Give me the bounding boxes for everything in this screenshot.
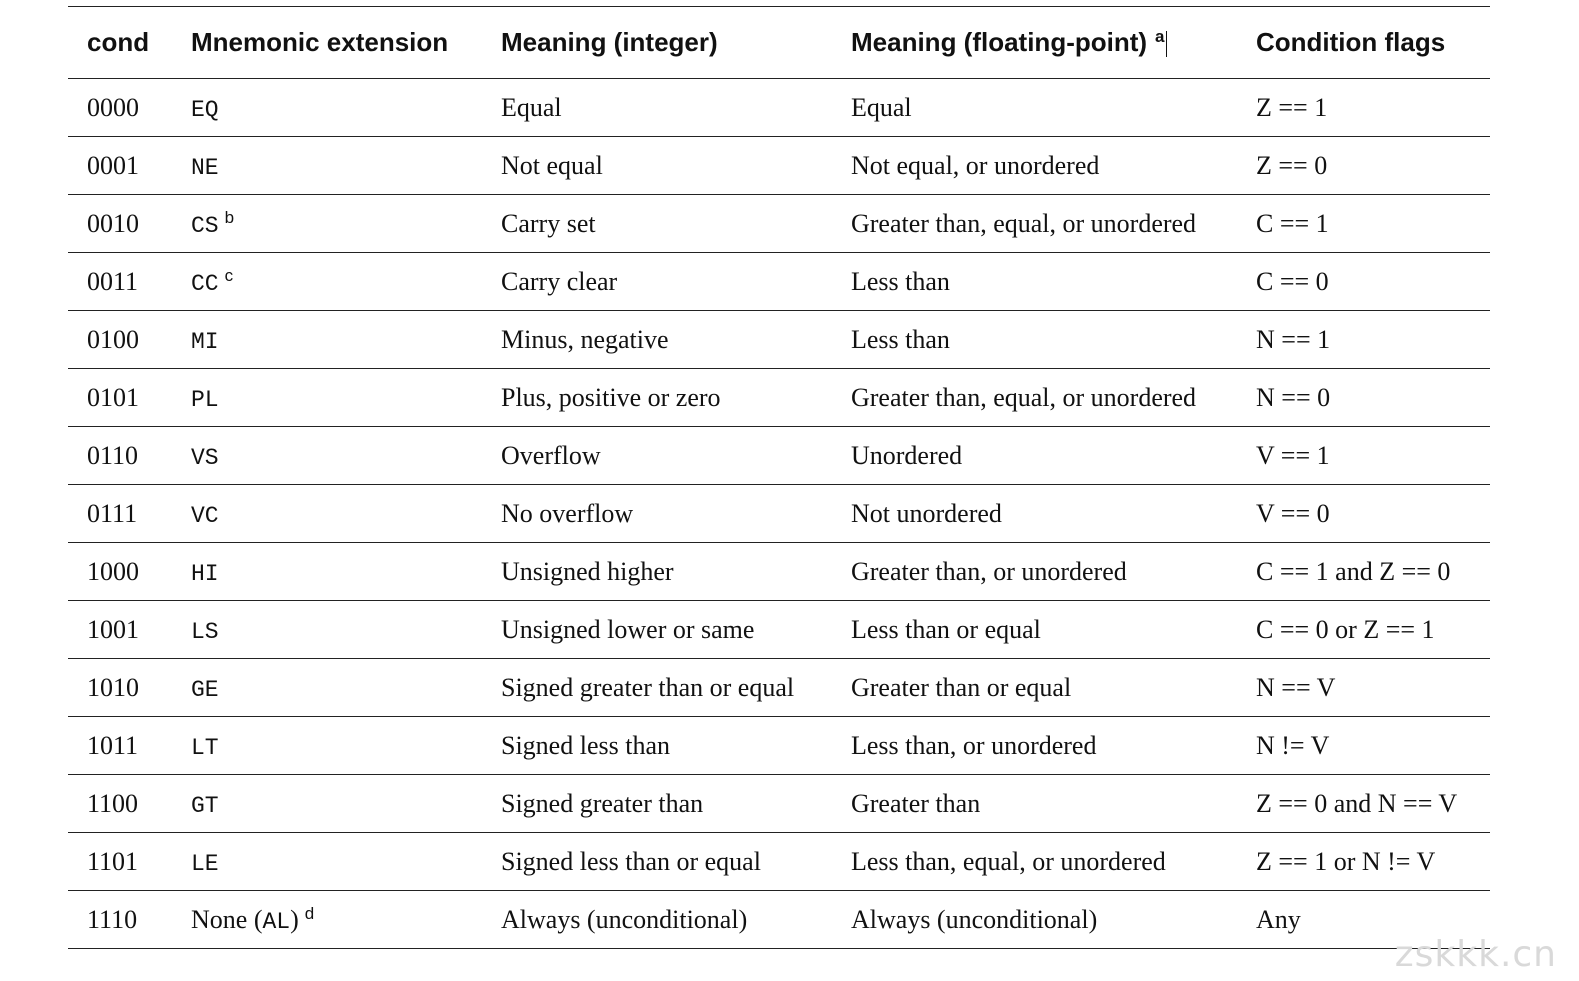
watermark: zskkk.cn [1394, 934, 1557, 975]
mnemonic-code: LT [191, 734, 219, 761]
cell-meaning-float: Less than [832, 253, 1237, 311]
cell-cond: 0010 [68, 195, 172, 253]
mnemonic-code: GE [191, 676, 219, 703]
cell-meaning-float: Not equal, or unordered [832, 137, 1237, 195]
mnemonic-code: LS [191, 618, 219, 645]
cell-meaning-float: Greater than or equal [832, 659, 1237, 717]
header-row [68, 7, 1490, 79]
condition-codes-table [68, 6, 1490, 949]
header-flags: Condition flags [1237, 7, 1490, 79]
cell-mnemonic [172, 833, 482, 891]
footnote-marker-c: c [224, 265, 234, 285]
cell-flags: C == 1 and Z == 0 [1237, 543, 1490, 601]
table-row [68, 427, 1490, 485]
cell-flags: Z == 1 or N != V [1237, 833, 1490, 891]
footnote-marker-d: d [304, 903, 315, 923]
cell-meaning-float: Greater than, or unordered [832, 543, 1237, 601]
cell-meaning-integer: Carry clear [482, 253, 832, 311]
mnemonic-prefix: None ( [191, 904, 263, 934]
mnemonic-code: HI [191, 560, 219, 587]
table-row [68, 601, 1490, 659]
cell-meaning-integer: Signed greater than [482, 775, 832, 833]
table-row [68, 543, 1490, 601]
cell-flags: Z == 1 [1237, 79, 1490, 137]
cell-mnemonic [172, 659, 482, 717]
cell-cond: 1001 [68, 601, 172, 659]
cell-flags: C == 0 [1237, 253, 1490, 311]
cell-cond: 0000 [68, 79, 172, 137]
mnemonic-code: LE [191, 850, 219, 877]
table-row [68, 659, 1490, 717]
table-row [68, 891, 1490, 949]
cell-meaning-integer: Unsigned higher [482, 543, 832, 601]
mnemonic-code: NE [191, 154, 219, 181]
footnote-marker-b: b [224, 207, 235, 227]
cell-meaning-float: Not unordered [832, 485, 1237, 543]
cell-meaning-integer: Signed less than [482, 717, 832, 775]
cell-meaning-integer: Carry set [482, 195, 832, 253]
cell-mnemonic [172, 369, 482, 427]
cell-cond: 0111 [68, 485, 172, 543]
cell-cond: 1101 [68, 833, 172, 891]
mnemonic-code: PL [191, 386, 219, 413]
table-row [68, 195, 1490, 253]
cell-flags: N != V [1237, 717, 1490, 775]
cell-meaning-integer: Not equal [482, 137, 832, 195]
cell-meaning-integer: Signed less than or equal [482, 833, 832, 891]
cell-meaning-integer: Signed greater than or equal [482, 659, 832, 717]
cell-flags: N == 1 [1237, 311, 1490, 369]
cell-flags: V == 1 [1237, 427, 1490, 485]
cell-mnemonic [172, 253, 482, 311]
cell-cond: 1000 [68, 543, 172, 601]
cell-meaning-float: Greater than, equal, or unordered [832, 195, 1237, 253]
cell-cond: 1110 [68, 891, 172, 949]
cell-meaning-float: Less than or equal [832, 601, 1237, 659]
cell-flags: C == 1 [1237, 195, 1490, 253]
cell-meaning-float: Less than, or unordered [832, 717, 1237, 775]
cell-cond: 0101 [68, 369, 172, 427]
mnemonic-code: MI [191, 328, 219, 355]
table-row [68, 833, 1490, 891]
cell-flags: Z == 0 [1237, 137, 1490, 195]
mnemonic-code: VC [191, 502, 219, 529]
cell-meaning-integer: Minus, negative [482, 311, 832, 369]
cell-meaning-float: Greater than, equal, or unordered [832, 369, 1237, 427]
table-row [68, 775, 1490, 833]
cell-mnemonic [172, 891, 482, 949]
cell-meaning-float: Equal [832, 79, 1237, 137]
cell-flags: N == V [1237, 659, 1490, 717]
cell-cond: 0011 [68, 253, 172, 311]
cell-meaning-integer: Overflow [482, 427, 832, 485]
cell-mnemonic [172, 601, 482, 659]
table-row [68, 79, 1490, 137]
cell-flags: C == 0 or Z == 1 [1237, 601, 1490, 659]
cell-meaning-integer: Plus, positive or zero [482, 369, 832, 427]
cell-meaning-float: Less than [832, 311, 1237, 369]
mnemonic-code: CS [191, 212, 219, 239]
cell-mnemonic [172, 427, 482, 485]
cell-mnemonic [172, 543, 482, 601]
cell-meaning-float: Always (unconditional) [832, 891, 1237, 949]
cell-cond: 1011 [68, 717, 172, 775]
cell-mnemonic [172, 195, 482, 253]
mnemonic-code: VS [191, 444, 219, 471]
cell-meaning-integer: Equal [482, 79, 832, 137]
cell-meaning-integer: Always (unconditional) [482, 891, 832, 949]
cell-flags: Any [1237, 891, 1490, 949]
cell-meaning-integer: Unsigned lower or same [482, 601, 832, 659]
cell-mnemonic [172, 485, 482, 543]
header-meaning-integer: Meaning (integer) [482, 7, 832, 79]
cell-cond: 0110 [68, 427, 172, 485]
mnemonic-code: EQ [191, 96, 219, 123]
cell-mnemonic [172, 311, 482, 369]
cell-flags: V == 0 [1237, 485, 1490, 543]
header-meaning-float [832, 7, 1237, 79]
mnemonic-code: GT [191, 792, 219, 819]
cell-flags: N == 0 [1237, 369, 1490, 427]
table-body [68, 79, 1490, 949]
cell-flags: Z == 0 and N == V [1237, 775, 1490, 833]
cell-mnemonic [172, 137, 482, 195]
cell-mnemonic [172, 79, 482, 137]
header-meaning-float-label: Meaning (floating-point) [851, 27, 1148, 57]
cell-meaning-float: Less than, equal, or unordered [832, 833, 1237, 891]
cell-mnemonic [172, 717, 482, 775]
cell-cond: 0001 [68, 137, 172, 195]
footnote-marker-a: a [1155, 27, 1165, 46]
cell-cond: 1010 [68, 659, 172, 717]
text-cursor [1166, 31, 1168, 57]
table-header [68, 7, 1490, 79]
table-row [68, 137, 1490, 195]
header-cond: cond [68, 7, 172, 79]
cell-meaning-integer: No overflow [482, 485, 832, 543]
mnemonic-code: CC [191, 270, 219, 297]
cell-meaning-float: Unordered [832, 427, 1237, 485]
mnemonic-suffix: ) [290, 904, 299, 934]
table-row [68, 485, 1490, 543]
table-row [68, 253, 1490, 311]
cell-cond: 1100 [68, 775, 172, 833]
cell-mnemonic [172, 775, 482, 833]
mnemonic-code: AL [262, 908, 291, 935]
cell-meaning-float: Greater than [832, 775, 1237, 833]
cell-cond: 0100 [68, 311, 172, 369]
header-mnemonic: Mnemonic extension [172, 7, 482, 79]
table-row [68, 717, 1490, 775]
table-row [68, 311, 1490, 369]
table-row [68, 369, 1490, 427]
